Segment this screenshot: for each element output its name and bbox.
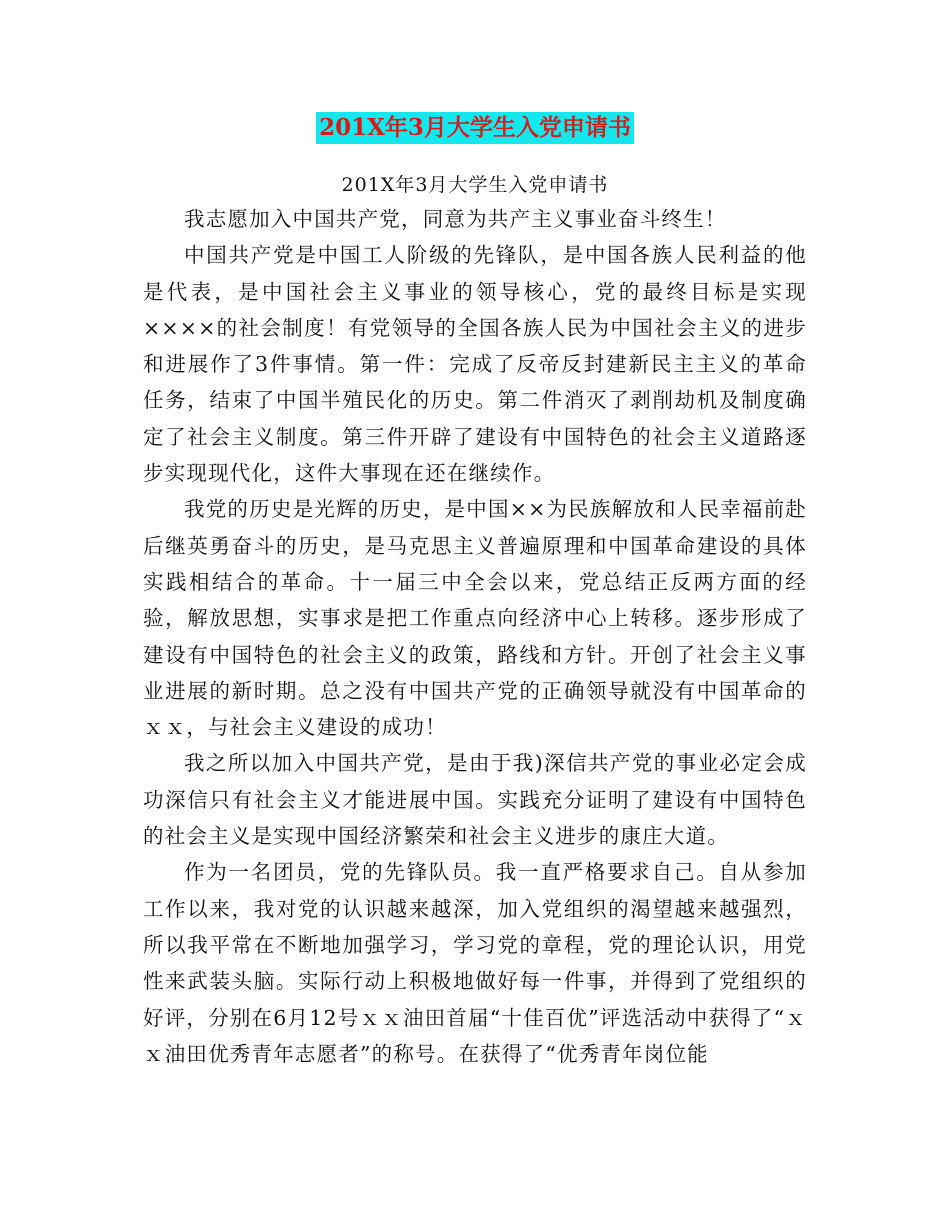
document-subheading: 201X年3月大学生入党申请书 bbox=[341, 174, 609, 196]
document-heading: 201X年3月大学生入党申请书 bbox=[316, 112, 634, 144]
paragraph-5: 作为一名团员，党的先锋队员。我一直严格要求自己。自从参加工作以来，我对党的认识越来越深，加入党组织的渴望越来越强烈，所以我平常在不断地加强学习，学习党的章程，党的理论认识，用党性来武装头脑。实际行动上积极地做好每一件事，并得到了党组织的好评，分别在6月12号ｘｘ油田首届“十佳百优”评选活动中获得了“ｘｘ油田优秀青年志愿者”的称号。在获得了“优秀青年岗位能 bbox=[143, 860, 807, 1066]
heading-container bbox=[0, 112, 950, 144]
paragraph-4: 我之所以加入中国共产党，是由于我)深信共产党的事业必定会成功深信只有社会主义才能进展中国。实践充分证明了建设有中国特色的社会主义是实现中国经济繁荣和社会主义进步的康庄大道。 bbox=[143, 751, 807, 849]
paragraph-3: 我党的历史是光辉的历史，是中国××为民族解放和人民幸福前赴后继英勇奋斗的历史，是马克思主义普遍原理和中国革命建设的具体实践相结合的革命。十一届三中全会以来，党总结正反两方面的经验，解放思想，实事求是把工作重点向经济中心上转移。逐步形成了建设有中国特色的社会主义的政策，路线和方针。开创了社会主义事业进展的新时期。总之没有中国共产党的正确领导就没有中国革命的ｘｘ，与社会主义建设的成功！ bbox=[143, 497, 807, 740]
paragraph-1: 我志愿加入中国共产党，同意为共产主义事业奋斗终生！ bbox=[184, 207, 727, 231]
document-body bbox=[143, 201, 807, 1072]
paragraph-2: 中国共产党是中国工人阶级的先锋队，是中国各族人民利益的他是代表，是中国社会主义事业的领导核心，党的最终目标是实现××××的社会制度！有党领导的全国各族人民为中国社会主义的进步和进展作了3件事情。第一件：完成了反帝反封建新民主主义的革命任务，结束了中国半殖民化的历史。第二件消灭了剥削劫机及制度确定了社会主义制度。第三件开辟了建设有中国特色的社会主义道路逐步实现现代化，这件大事现在还在继续作。 bbox=[143, 243, 807, 486]
